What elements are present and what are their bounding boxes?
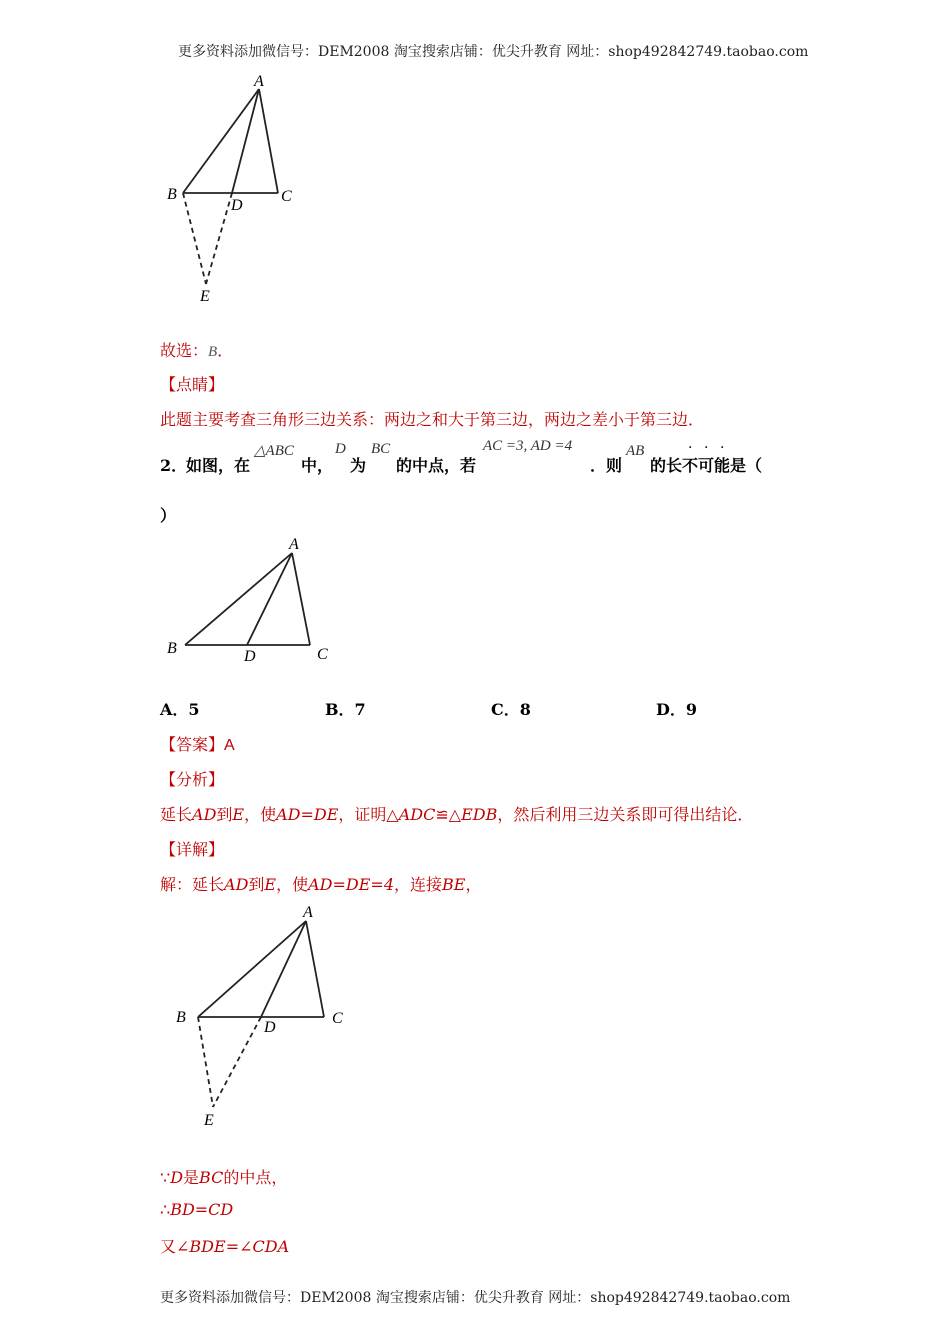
dianjing-text: 此题主要考查三角形三边关系：两边之和大于第三边，两边之差小于第三边．: [160, 410, 705, 429]
detail-m3: AD=DE=4: [308, 875, 395, 894]
detail-t3: ，使: [276, 875, 309, 894]
question-2-math-bc: BC: [371, 441, 391, 457]
step-3-t2: =∠: [225, 1237, 253, 1256]
option-b-letter: B．: [325, 700, 355, 719]
question-2-text-4: 的中点，若: [396, 456, 477, 475]
option-d-letter: D．: [656, 700, 686, 719]
emphasis-dot: ·: [720, 440, 725, 456]
option-a: [160, 697, 200, 720]
detail-t5: ，: [465, 875, 482, 894]
previous-choice-prefix: 故选：: [160, 341, 209, 360]
detail-t4: ，连接: [394, 875, 443, 894]
dianjing-label: 【点睛】: [160, 375, 225, 394]
previous-choice: [160, 338, 233, 361]
figure-2-label-a: A: [289, 536, 299, 553]
figure-1-label-b: B: [167, 186, 177, 203]
figure-2-label-b: B: [167, 640, 177, 657]
step-3-m2: CDA: [252, 1237, 290, 1256]
analysis-t1: 延长: [160, 805, 193, 824]
figure-2-triangle: [185, 553, 310, 645]
analysis-m5: EDB: [461, 805, 498, 824]
option-b-value: 7: [354, 700, 366, 719]
step-2-m: BD=CD: [170, 1200, 234, 1219]
option-c-value: 8: [519, 700, 531, 719]
figure-1-label-d: D: [231, 197, 243, 214]
detail-m4: BE: [442, 875, 466, 894]
option-a-value: 5: [188, 700, 200, 719]
detail-m2: E: [264, 875, 277, 894]
detail-text: [160, 872, 481, 895]
analysis-m2: E: [232, 805, 245, 824]
page-header: 更多资料添加微信号：DEM2008 淘宝搜索店铺：优尖升教育 网址：shop492842749.taobao.com: [178, 44, 809, 60]
answer-value: A: [224, 737, 235, 754]
option-c: [491, 697, 531, 720]
detail-t2: 到: [248, 875, 265, 894]
step-1-t2: 的中点，: [223, 1168, 288, 1187]
analysis-text: [160, 802, 753, 825]
figure-2-label-d: D: [244, 648, 256, 665]
figure-3-triangle: [198, 921, 324, 1107]
step-2: [160, 1200, 233, 1219]
question-2-text-2: 中，: [301, 456, 334, 475]
analysis-t2: 到: [216, 805, 233, 824]
question-2-text-1: 如图，在: [186, 456, 251, 475]
step-2-therefore: ∴: [160, 1200, 171, 1219]
option-d-value: 9: [685, 700, 698, 719]
answer: [160, 732, 235, 755]
analysis-m1: AD: [192, 805, 217, 824]
option-c-letter: C．: [491, 700, 520, 719]
emphasis-dot: ·: [688, 440, 693, 456]
step-1-t1: 是: [183, 1168, 200, 1187]
step-3-m1: BDE: [189, 1237, 226, 1256]
figure-3-label-c: C: [332, 1010, 343, 1027]
option-d: [656, 697, 697, 720]
step-1-because: ∵: [160, 1168, 171, 1187]
question-2-math-abc: △ABC: [254, 443, 294, 459]
analysis-t4: ，证明△: [338, 805, 399, 824]
option-b: [325, 697, 366, 720]
page-footer: 更多资料添加微信号：DEM2008 淘宝搜索店铺：优尖升教育 网址：shop492842749.taobao.com: [160, 1290, 791, 1306]
analysis-m4: ADC: [398, 805, 436, 824]
figure-3-label-e: E: [204, 1112, 214, 1129]
detail-label: 【详解】: [160, 840, 225, 859]
analysis-t3: ，使: [244, 805, 277, 824]
step-1: [160, 1165, 287, 1188]
emphasis-dot: ·: [704, 440, 709, 456]
option-a-letter: A．: [160, 700, 189, 719]
question-2-text-8: 是（: [730, 456, 763, 475]
analysis-label: 【分析】: [160, 770, 225, 789]
figure-1-label-c: C: [281, 188, 292, 205]
detail-m1: AD: [224, 875, 249, 894]
question-2-math-d: D: [335, 441, 346, 457]
figure-3-label-d: D: [264, 1019, 276, 1036]
analysis-m3: AD=DE: [276, 805, 339, 824]
detail-t1: 解：延长: [160, 875, 225, 894]
step-3: [160, 1234, 289, 1257]
question-2-text-5: ．则: [590, 456, 623, 475]
figure-1-label-a: A: [254, 73, 264, 90]
figure-3-label-b: B: [176, 1009, 186, 1026]
step-1-m2: BC: [199, 1168, 224, 1187]
figure-1-triangle: [183, 89, 278, 284]
question-2-text-3: 为: [350, 456, 367, 475]
figure-2-label-c: C: [317, 646, 328, 663]
question-2-math-condition: AC =3, AD =4: [483, 438, 573, 454]
question-2-emphasis: 不可能: [682, 456, 731, 475]
previous-choice-value: B: [208, 344, 218, 360]
step-3-t: 又∠: [160, 1237, 190, 1256]
question-2-close: ）: [160, 506, 177, 525]
question-2-math-ab: AB: [626, 443, 645, 459]
analysis-t5: ≌△: [435, 805, 462, 824]
previous-choice-suffix: ．: [217, 341, 234, 360]
answer-label: 【答案】: [160, 735, 225, 754]
question-2-text-6: 的长: [650, 456, 683, 475]
figure-1-label-e: E: [200, 288, 210, 305]
question-2-number: 2．: [160, 456, 188, 475]
step-1-m1: D: [170, 1168, 184, 1187]
analysis-t6: ，然后利用三边关系即可得出结论．: [497, 805, 754, 824]
figure-3-label-a: A: [303, 904, 313, 921]
